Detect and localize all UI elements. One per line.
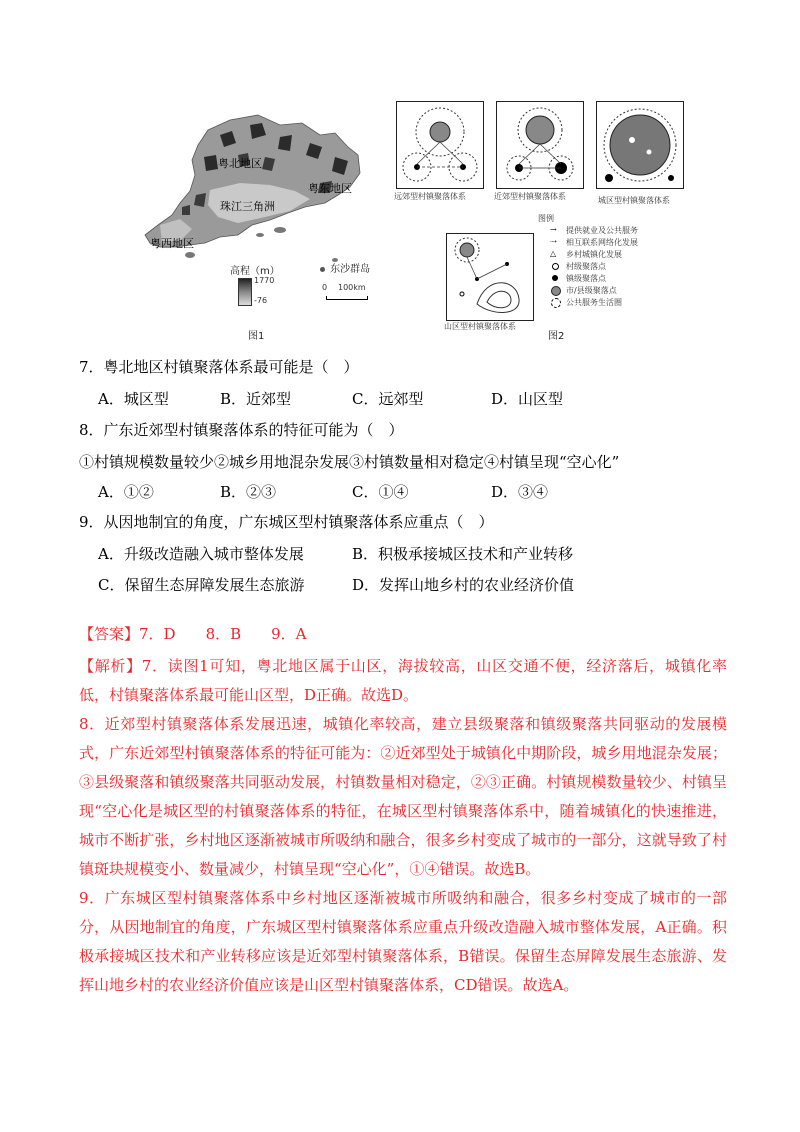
hollow-dot-icon (552, 263, 559, 270)
legend-label: 乡村城镇化发展 (566, 250, 622, 259)
elevation-legend (230, 262, 310, 312)
figure-2 (390, 95, 710, 345)
label-far-suburban: 远郊型村镇聚落体系 (394, 192, 466, 201)
analysis-q8: 8．近郊型村镇聚落体系发展迅速，城镇化率较高，建立县级聚落和镇级聚落共同驱动的发展模式，广东近郊型村镇聚落体系的特征可能为：②近郊型处于城镇化中期阶段，城乡用地混杂发展；③县级聚落和镇级聚落共同驱动发展，村镇数量相对稳定，②③正确。村镇规模数量较少、村镇呈现“空心化是城区型的村镇聚落体系的特征，在城区型村镇聚落体系中，随着城镇化的快速推进，城市不断扩张，乡村地区逐渐被城市所吸纳和融合，很多乡村变成了城市的一部分，这就导致了村镇斑块规模变小、数量减少，村镇呈现“空心化”，①④错误。故选B。 (79, 715, 727, 878)
legend-row (550, 261, 700, 273)
question-8-stem: 8．广东近郊型村镇聚落体系的特征可能为（ ） (79, 421, 404, 439)
legend-label: 镇级聚落点 (566, 274, 606, 283)
scale-bar (322, 283, 392, 303)
diagram-mountain (446, 233, 534, 321)
scale-zero: 0 (322, 283, 328, 292)
question-9-stem: 9．从因地制宜的角度，广东城区型村镇聚落体系应重点（ ） (79, 513, 494, 531)
analysis-q9: 9．广东城区型村镇聚落体系中乡村地区逐渐被城市所吸纳和融合，很多乡村变成了城市的一部分，从因地制宜的角度，广东城区型村镇聚落体系应重点升级改造融入城市整体发展，A正确。积极承接城区技术和产业转移应该是近郊型村镇聚落体系，B错误。保留生态屏障发展生态旅游、发挥山地乡村的农业经济价值应该是山区型村镇聚落体系，CD错误。故选A。 (79, 889, 727, 994)
triangle-icon: △ (550, 249, 557, 258)
q9-option-b: B．积极承接城区技术和产业转移 (352, 545, 574, 563)
label-region-north: 粤北地区 (218, 157, 262, 170)
legend-gradient (238, 278, 252, 306)
q7-option-b: B．近郊型 (220, 390, 292, 408)
label-region-delta: 珠江三角洲 (220, 200, 275, 213)
scale-length: 100km (338, 283, 366, 292)
mountain-graphic (447, 234, 533, 320)
label-islands: 东沙群岛 (330, 264, 371, 275)
legend-row (550, 297, 700, 309)
dashed-circle-icon (551, 298, 561, 308)
legend-low: -76 (254, 296, 268, 305)
diagram-near-suburban (496, 101, 584, 189)
arrow-right-icon: → (550, 225, 557, 234)
q7-option-d: D．山区型 (491, 390, 564, 408)
label-urban: 城区型村镇聚落体系 (598, 196, 670, 205)
q8-option-b: B．②③ (220, 483, 277, 501)
figure-1 (120, 95, 390, 345)
label-region-east: 粤东地区 (308, 182, 352, 195)
q9-option-d: D．发挥山地乡村的农业经济价值 (352, 576, 575, 594)
figure-2-caption: 图2 (548, 331, 565, 342)
legend-row (550, 273, 700, 285)
legend-row (550, 225, 700, 237)
legend-row (550, 249, 700, 261)
near-suburban-graphic (497, 102, 583, 188)
fig2-legend (550, 225, 700, 309)
solid-dot-icon (552, 275, 558, 281)
q9-option-a: A．升级改造融入城市整体发展 (98, 545, 304, 563)
legend-label: 公共服务生活圈 (566, 298, 622, 307)
legend-row (550, 237, 700, 249)
analysis-block (79, 652, 727, 1000)
double-arrow-icon: ⇢ (550, 237, 557, 246)
diagram-urban (596, 101, 684, 189)
urban-graphic (597, 102, 683, 188)
grey-dot-icon (551, 286, 561, 296)
q9-option-c: C．保留生态屏障发展生态旅游 (98, 576, 305, 594)
question-8-statement: ①村镇规模数量较少②城乡用地混杂发展③村镇数量相对稳定④村镇呈现“空心化” (79, 453, 620, 471)
legend-high: 1770 (254, 276, 275, 285)
q8-option-a: A．①② (98, 483, 154, 501)
answer-line: 【答案】7．D 8．B 9．A (79, 625, 307, 643)
label-mountain: 山区型村镇聚落体系 (444, 322, 516, 331)
q7-option-a: A．城区型 (98, 390, 169, 408)
question-7-stem: 7．粤北地区村镇聚落体系最可能是（ ） (79, 358, 359, 376)
diagram-far-suburban (396, 101, 484, 189)
fig2-legend-heading: 图例 (538, 214, 554, 223)
legend-label: 提供就业及公共服务 (566, 226, 638, 235)
far-suburban-graphic (397, 102, 483, 188)
label-region-west: 粤西地区 (150, 237, 194, 250)
q8-option-c: C．①④ (352, 483, 409, 501)
islands-marker (320, 257, 370, 276)
legend-label: 相互联系网络化发展 (566, 238, 638, 247)
figure-1-caption: 图1 (248, 331, 265, 342)
island-dot-icon (320, 267, 325, 272)
q7-option-c: C．远郊型 (352, 390, 424, 408)
legend-row (550, 285, 700, 297)
label-near-suburban: 近郊型村镇聚落体系 (494, 192, 566, 201)
analysis-q7: 【解析】7．读图1可知，粤北地区属于山区，海拔较高，山区交通不便，经济落后，城镇化率低，村镇聚落体系最可能山区型，D正确。故选D。 (79, 657, 727, 704)
legend-label: 市/县级聚落点 (566, 286, 617, 295)
legend-label: 村级聚落点 (566, 262, 606, 271)
q8-option-d: D．③④ (491, 483, 549, 501)
scale-line (326, 296, 368, 300)
legend-title: 高程（m） (230, 266, 280, 277)
